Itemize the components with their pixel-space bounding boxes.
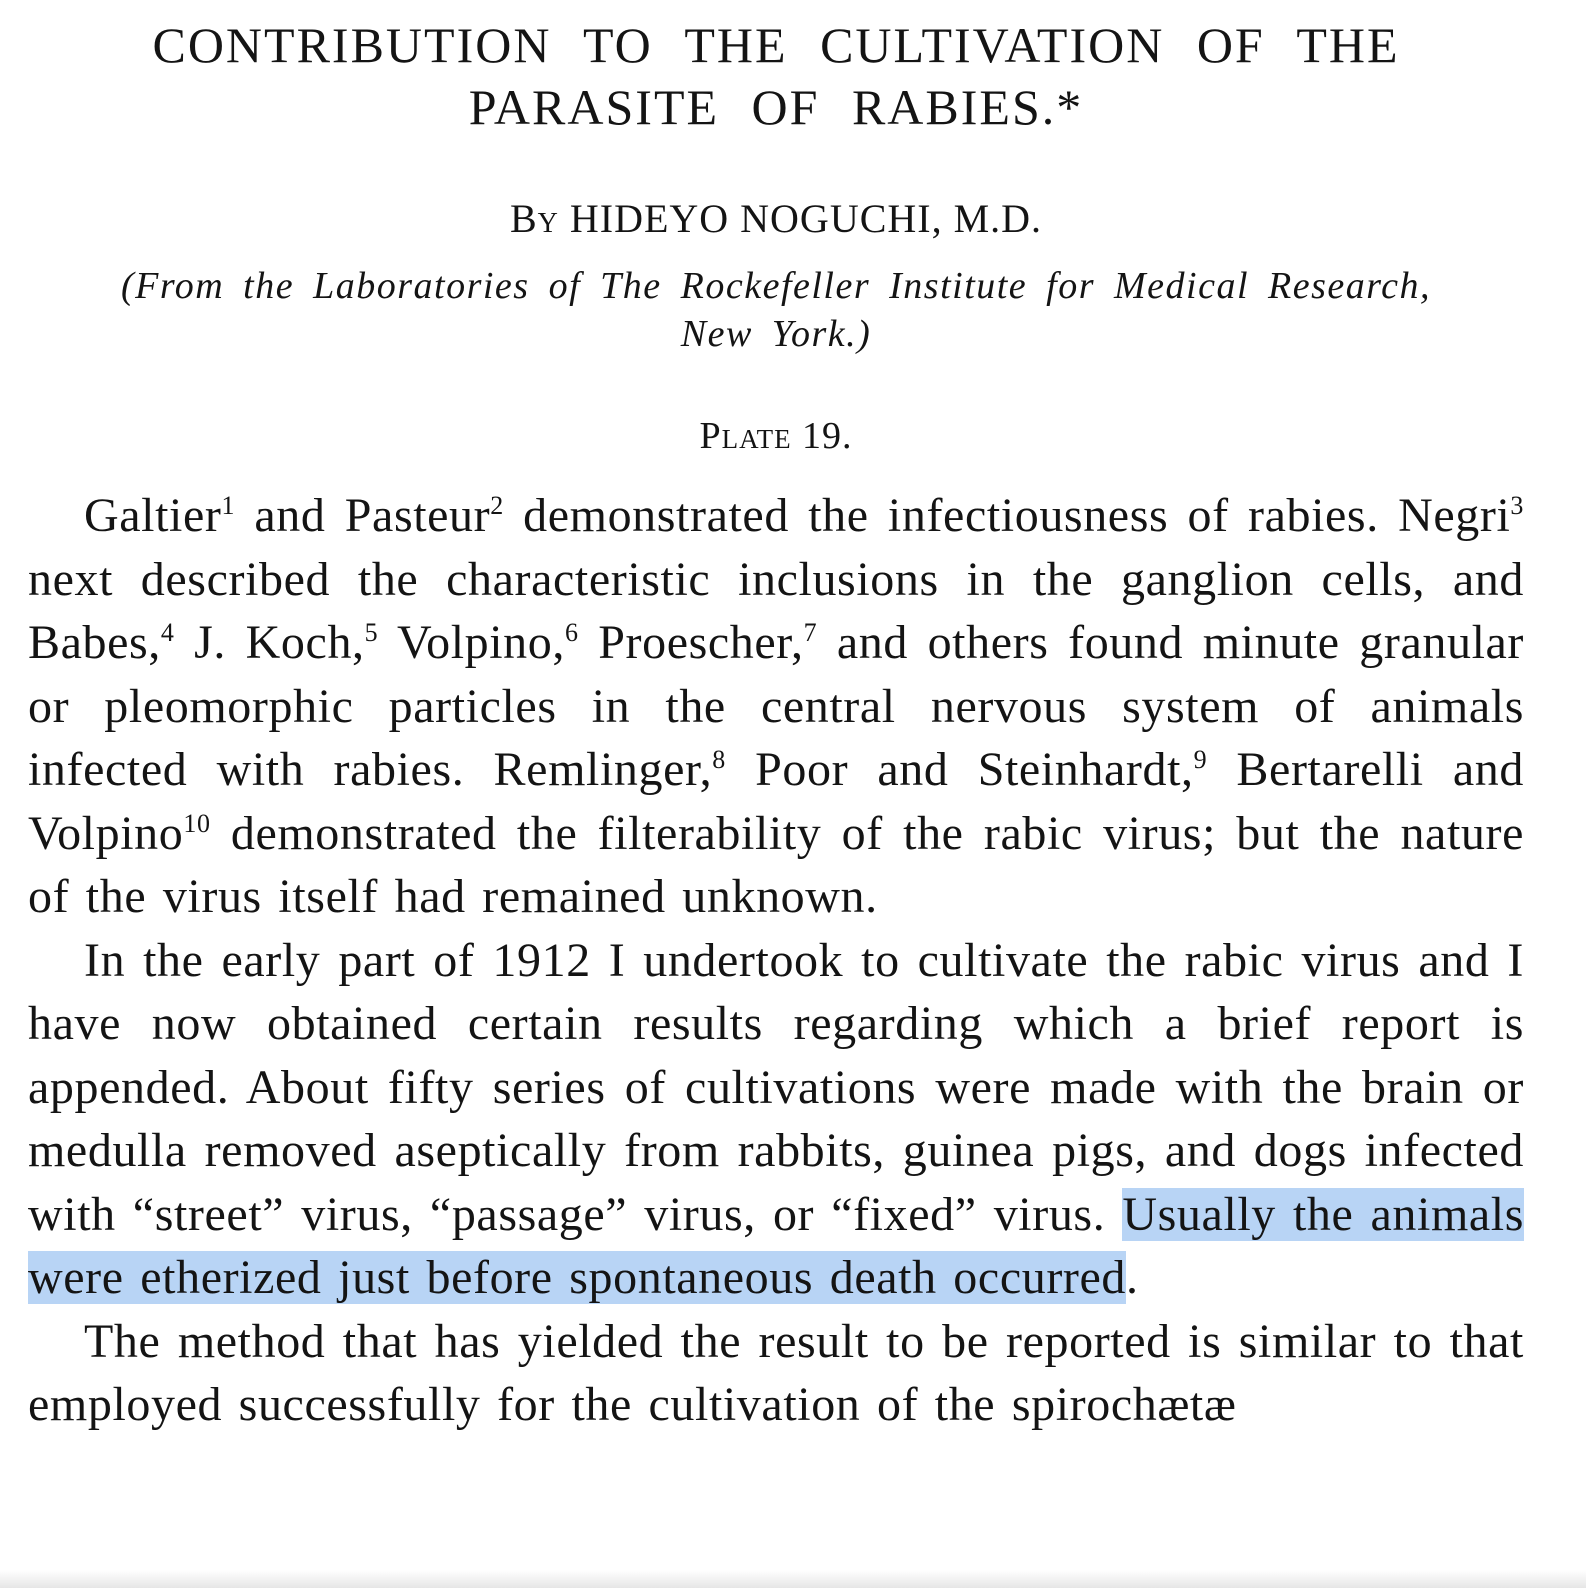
footnote-ref[interactable]: 3 <box>1510 491 1524 520</box>
p3-text: The method that has yielded the result to be reported is similar to that employed successfully for the cultivation of the spirochætæ <box>28 1314 1524 1431</box>
p1-text: Proescher, <box>578 616 804 669</box>
p1-text: Galtier <box>84 489 222 542</box>
footnote-ref[interactable]: 10 <box>183 808 211 838</box>
p1-text: next described the characteristic inclusions in the ganglion cells, and Babes, <box>28 552 1524 669</box>
p1-text: Volpino, <box>378 616 565 669</box>
paper-page <box>28 0 1524 1437</box>
p1-text: J. Koch, <box>174 616 365 669</box>
byline <box>28 194 1524 244</box>
footnote-ref[interactable]: 2 <box>490 491 504 520</box>
p1-text: demonstrated the filterability of the rabic virus; but the nature of the virus itself had remained unknown. <box>28 806 1524 923</box>
byline-author: HIDEYO NOGUCHI, M.D. <box>569 196 1043 241</box>
paragraph-1 <box>28 484 1524 929</box>
title-line-1: CONTRIBUTION TO THE CULTIVATION OF THE <box>152 17 1400 73</box>
p1-text: Poor and Steinhardt, <box>725 743 1194 796</box>
p1-text: Bertarelli and Volpino <box>28 743 1524 860</box>
p1-text: and Pasteur <box>235 489 491 542</box>
p1-text: and others found minute granular or pleomorphic particles in the central nervous system of animals infected with rabies. Remlinger, <box>28 616 1524 796</box>
affiliation <box>28 262 1524 358</box>
p2-text: In the early part of 1912 I undertook to cultivate the rabic virus and I have now obtained certain results regarding which a brief report is appended. About fifty series of cultivations were made with the brain or medulla removed aseptically from rabbits, guinea pigs, and dogs infected with “street” virus, “passage” virus, or “fixed” virus. <box>28 933 1524 1241</box>
p2-text: . <box>1126 1251 1139 1304</box>
footnote-ref[interactable]: 4 <box>160 618 175 647</box>
affiliation-line-2: New York.) <box>680 313 872 355</box>
footnote-ref[interactable]: 8 <box>712 745 726 774</box>
page-bottom-edge <box>0 1570 1586 1588</box>
plate-label: Plate 19. <box>699 415 853 457</box>
footnote-ref[interactable]: 9 <box>1193 745 1208 774</box>
footnote-ref[interactable]: 7 <box>803 618 818 647</box>
footnote-ref[interactable]: 6 <box>564 618 579 647</box>
paragraph-3 <box>28 1310 1524 1437</box>
p1-text: demonstrated the infectiousness of rabies. Negri <box>503 489 1511 542</box>
title-line-2: PARASITE OF RABIES.* <box>468 79 1084 135</box>
footnote-ref[interactable]: 1 <box>221 491 236 520</box>
byline-by: By <box>509 196 559 241</box>
paragraph-2 <box>28 929 1524 1310</box>
affiliation-line-1: (From the Laboratories of The Rockefeller Institute for Medical Research, <box>120 265 1431 307</box>
article-title <box>28 14 1524 138</box>
highlighted-selection[interactable]: Usually the animals were etherized just before spontaneous death occurred <box>28 1187 1524 1304</box>
footnote-ref[interactable]: 5 <box>364 618 379 647</box>
